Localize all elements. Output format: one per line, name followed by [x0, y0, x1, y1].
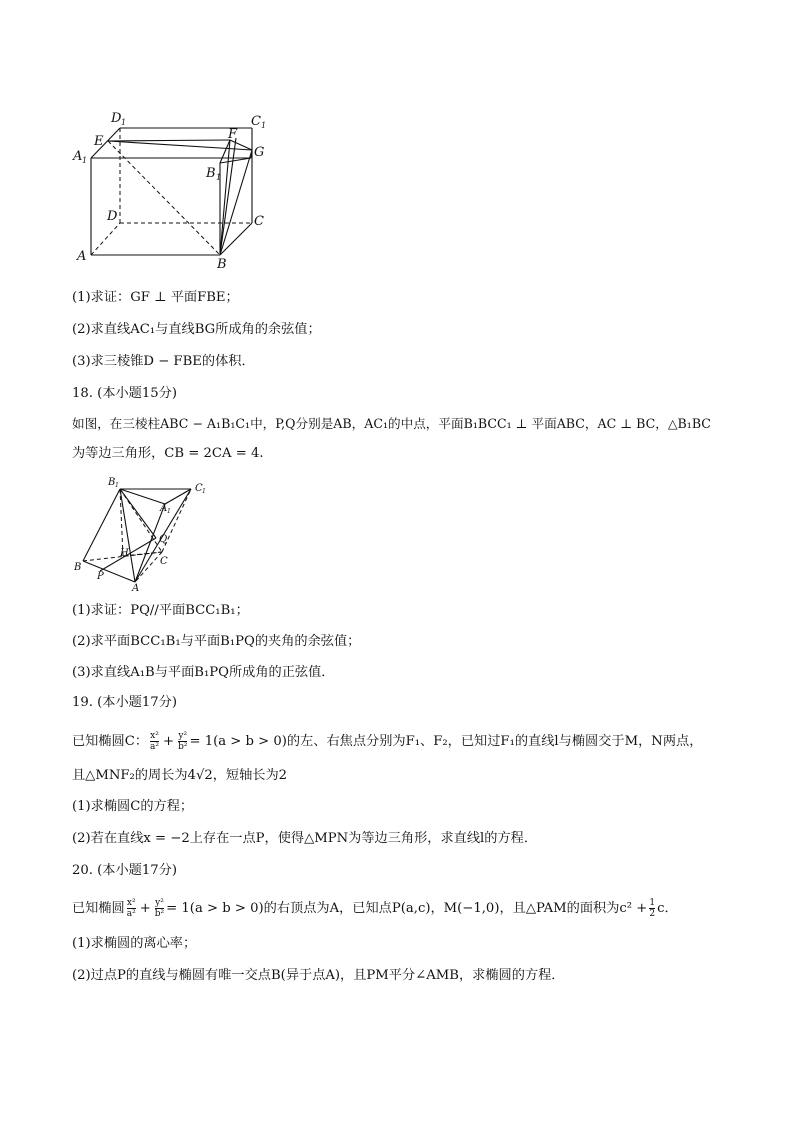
- label-B: B: [217, 257, 227, 268]
- label-A1: A: [160, 503, 168, 514]
- label-G: G: [254, 145, 265, 160]
- fraction-x2-a2: [127, 898, 136, 919]
- q20-stem-line1: [72, 898, 678, 919]
- fraction-numerator: x²: [150, 731, 159, 741]
- label-A1-sub: 1: [167, 508, 171, 515]
- label-F: F: [228, 127, 238, 142]
- label-C1: C: [195, 483, 203, 494]
- fraction-numerator: y²: [155, 898, 164, 908]
- q19-stem-line2: 且△MNF₂的周长为4√2，短轴长为2: [72, 768, 288, 783]
- label-Q: Q: [159, 534, 168, 545]
- fraction-one-half: [649, 898, 655, 919]
- label-P: P: [97, 571, 104, 582]
- q20-stem-middle: = 1(a > b > 0)的右顶点为A，已知点P(a,c)，M(−1,0)，且△PAM的面积为c² +: [166, 900, 648, 916]
- q20-part1: (1)求椭圆的离心率；: [72, 936, 197, 951]
- label-C: C: [254, 214, 264, 229]
- q18-stem-line2: 为等边三角形，CB = 2CA = 4.: [72, 446, 264, 461]
- q17-part1: (1)求证：GF ⊥ 平面FBE；: [72, 290, 239, 305]
- label-D1-sub: 1: [121, 118, 127, 127]
- label-B1: B: [206, 166, 216, 181]
- q18-heading: 18. (本小题15分): [72, 386, 177, 401]
- label-B1-sub: 1: [115, 482, 119, 489]
- q17-part3: (3)求三棱锥D − FBE的体积．: [72, 354, 255, 369]
- label-B1: B: [108, 477, 116, 488]
- label-E: E: [94, 134, 104, 149]
- fraction-denominator: a²: [126, 909, 136, 919]
- q20-stem-prefix: 已知椭圆: [72, 900, 125, 916]
- q19-stem-line1: [72, 731, 702, 752]
- label-B: B: [74, 562, 82, 573]
- q20-heading: 20. (本小题17分): [72, 863, 177, 878]
- q18-stem-line1: 如图，在三棱柱ABC − A₁B₁C₁中，P,Q分别是AB，AC₁的中点，平面B₁BCC₁ ⊥ 平面ABC，AC ⊥ BC，△B₁BC: [72, 416, 711, 431]
- label-B1-sub: 1: [216, 173, 222, 182]
- q19-part1: (1)求椭圆C的方程；: [72, 799, 194, 814]
- fraction-numerator: y²: [178, 731, 188, 741]
- fraction-numerator: 1: [649, 898, 656, 908]
- fraction-denominator: b²: [178, 742, 188, 752]
- label-D1: D: [111, 111, 122, 126]
- fraction-denominator: 2: [649, 909, 656, 919]
- q18-part2: (2)求平面BCC₁B₁与平面B₁PQ的夹角的余弦值；: [72, 634, 361, 649]
- figure-triangular-prism: [70, 474, 210, 592]
- q19-heading: 19. (本小题17分): [72, 695, 177, 710]
- q18-part3: (3)求直线A₁B与平面B₁PQ所成角的正弦值．: [72, 665, 335, 680]
- fraction-y2-b2: [155, 898, 164, 919]
- q20-part2: (2)过点P的直线与椭圆有唯一交点B(异于点A)，且PM平分∠AMB，求椭圆的方程．: [72, 968, 565, 983]
- label-C: C: [160, 556, 168, 567]
- plus-sign: +: [163, 733, 175, 749]
- label-A1-sub: 1: [82, 156, 88, 165]
- figure-box-prism: [70, 108, 280, 268]
- plus-sign: +: [139, 900, 151, 916]
- q19-stem-prefix: 已知椭圆C：: [72, 733, 149, 749]
- q18-part1: (1)求证：PQ//平面BCC₁B₁；: [72, 603, 249, 618]
- label-A: A: [132, 583, 140, 592]
- q20-stem-suffix: c．: [657, 900, 678, 916]
- fraction-x2-a2: [150, 731, 159, 752]
- label-D: D: [107, 209, 118, 224]
- label-A1: A: [73, 149, 83, 164]
- q17-part2: (2)求直线AC₁与直线BG所成角的余弦值；: [72, 322, 321, 337]
- fraction-denominator: a²: [150, 742, 160, 752]
- q19-stem-suffix: = 1(a > b > 0)的左、右焦点分别为F₁、F₂，已知过F₁的直线l与椭圆交于M，N两点，: [189, 733, 703, 749]
- label-C1: C: [251, 114, 261, 129]
- label-C1-sub: 1: [202, 488, 206, 495]
- fraction-y2-b2: [178, 731, 187, 752]
- q19-part2: (2)若在直线x = −2上存在一点P，使得△MPN为等边三角形，求直线l的方程．: [72, 831, 538, 846]
- label-H: H: [120, 548, 129, 559]
- label-C1-sub: 1: [261, 121, 267, 130]
- fraction-numerator: x²: [126, 898, 136, 908]
- label-A: A: [77, 249, 87, 264]
- fraction-denominator: b²: [154, 909, 165, 919]
